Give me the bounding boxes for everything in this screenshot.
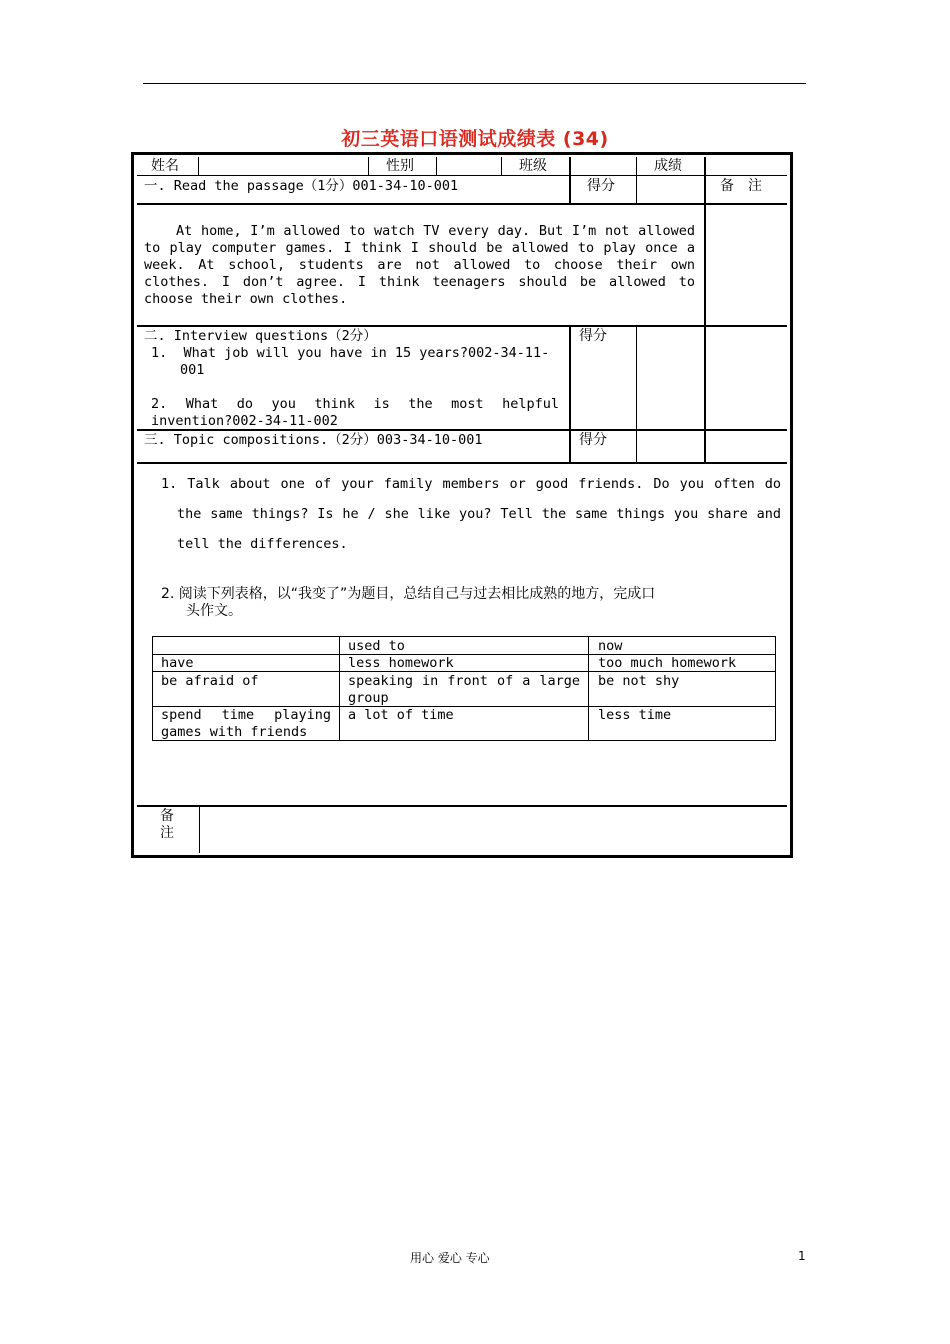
table-cell: too much homework <box>598 655 737 671</box>
row-line <box>137 462 787 464</box>
footer-text: 用心 爱心 专心 <box>410 1251 490 1265</box>
section3-score-label: 得分 <box>579 432 607 448</box>
section1-score-label: 得分 <box>587 178 615 194</box>
table-cell: be not shy <box>598 673 680 689</box>
row-line <box>137 203 787 205</box>
section3-heading: 三. Topic compositions.（2分）003-34-10-001 <box>144 432 483 448</box>
table-cell: speaking in front of a large group <box>348 673 580 706</box>
table-col-line <box>588 636 589 741</box>
table-cell: a lot of time <box>348 707 454 723</box>
table-header-now: now <box>598 638 623 654</box>
col-line <box>569 325 571 462</box>
col-line <box>636 157 637 204</box>
table-cell: less homework <box>348 655 454 671</box>
col-line <box>636 325 637 462</box>
row-line <box>137 325 787 327</box>
section1-heading: 一. Read the passage（1分）001-34-10-001 <box>144 178 459 194</box>
row-line <box>137 175 787 176</box>
section2-heading: 二. Interview questions（2分） <box>144 328 377 344</box>
topic-2: 2. 阅读下列表格，以“我变了”为题目，总结自己与过去相比成熟的地方，完成口 <box>161 586 656 602</box>
table-cell: spend time playing games with friends <box>161 707 331 740</box>
section2-score-label: 得分 <box>579 328 607 344</box>
name-label: 姓名 <box>151 158 179 174</box>
remark-header-label: 备 注 <box>720 178 762 194</box>
col-line <box>199 805 200 853</box>
score-label: 成绩 <box>654 158 682 174</box>
row-line <box>137 805 787 807</box>
table-header-used-to: used to <box>348 638 405 654</box>
header-rule <box>143 83 806 84</box>
col-line <box>569 157 571 204</box>
col-line <box>436 157 437 175</box>
topic-2-cont: 头作文。 <box>186 603 242 619</box>
topic-1: 1. Talk about one of your family members or good friends. Do you often do the same things? Is he / she like you? Tell the same things you share and tell the differences. <box>161 476 781 552</box>
col-line <box>501 157 502 175</box>
interview-question-1: 1. What job will you have in 15 years?002-34-11- <box>151 345 550 361</box>
gender-label: 性别 <box>386 158 414 174</box>
page-title: 初三英语口语测试成绩表 (34) <box>341 128 609 150</box>
remarks-label: 备 注 <box>160 808 174 841</box>
table-cell: have <box>161 655 194 671</box>
table-cell: less time <box>598 707 672 723</box>
col-line <box>704 157 706 462</box>
page-number: 1 <box>798 1249 806 1263</box>
interview-question-2: 2. What do you think is the most helpful invention?002-34-11-002 <box>151 396 559 429</box>
table-cell: be afraid of <box>161 673 259 689</box>
class-label: 班级 <box>519 158 547 174</box>
col-line <box>198 157 199 175</box>
interview-question-1-cont: 001 <box>180 362 205 378</box>
reading-passage: At home, I’m allowed to watch TV every day. But I’m not allowed to play computer games. I think I should be allowed to play once a week. At school, students are not allowed to choose their own clothes. I don’t agree. I think teenagers should be allowed to choose their own clothes. <box>144 223 695 307</box>
table-col-line <box>339 636 340 741</box>
col-line <box>368 157 369 175</box>
